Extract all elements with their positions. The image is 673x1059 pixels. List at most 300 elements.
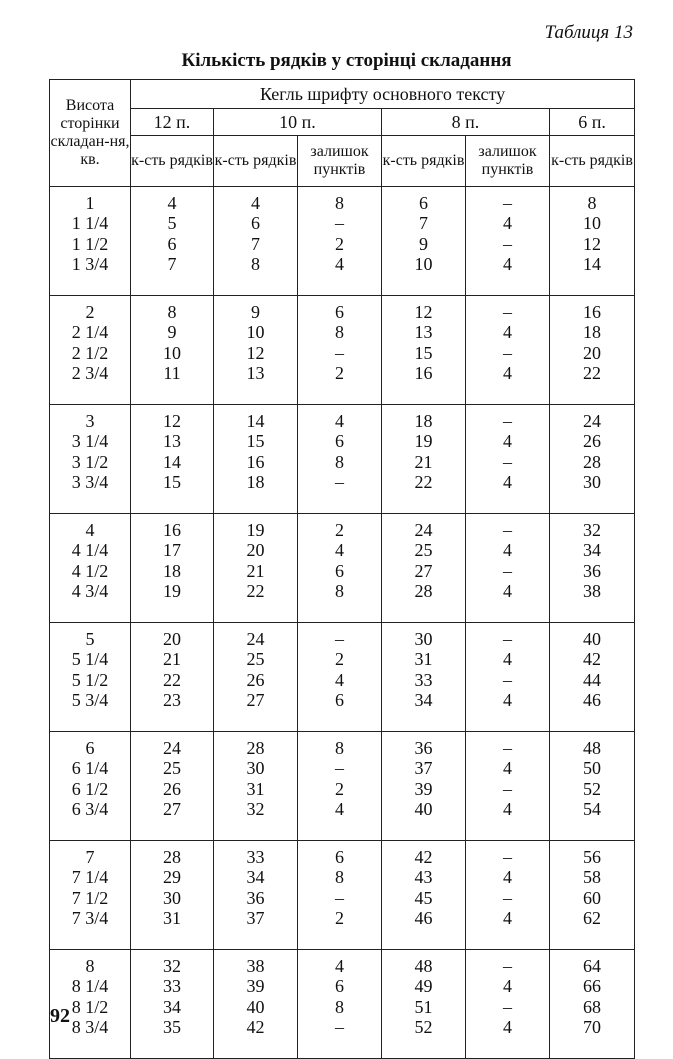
table-row-group: [50, 950, 635, 1059]
cell-value: 30: [246, 758, 265, 779]
remainder-10-cell: [298, 514, 382, 623]
table-title: Кількість рядків у сторінці складання: [181, 50, 512, 71]
cell-value: 5: [167, 213, 177, 234]
cell-value: 27: [414, 560, 433, 581]
table-row-group: [50, 405, 635, 514]
cell-value: 18: [414, 411, 433, 431]
cell-value: 56: [583, 847, 602, 867]
cell-value: 28: [163, 847, 181, 867]
cell-value: 4: [503, 322, 512, 343]
cell-value: 60: [583, 887, 602, 908]
cell-value: –: [503, 233, 512, 254]
cell-value: 5 1/4: [71, 649, 109, 670]
cell-value: 13: [414, 322, 433, 343]
cell-value: 46: [414, 908, 433, 929]
cell-value: 52: [583, 778, 602, 799]
remainder-10-cell: [298, 405, 382, 514]
cell-value: 6: [335, 847, 344, 867]
cell-value: 66: [583, 976, 602, 997]
cell-value: 18: [583, 322, 602, 343]
cell-value: 32: [583, 520, 602, 540]
cell-value: 32: [163, 956, 181, 976]
cell-value: 3 3/4: [71, 472, 109, 493]
cell-value: –: [503, 411, 512, 431]
table-row: [50, 514, 635, 623]
cell-value: 13: [246, 363, 265, 384]
lines-6-cell: [550, 187, 635, 296]
cell-value: –: [503, 342, 512, 363]
cell-value: 25: [246, 649, 265, 670]
lines-6-cell: [550, 514, 635, 623]
cell-value: 4: [251, 193, 260, 213]
cell-value: 3 1/2: [71, 451, 109, 472]
cell-value: 27: [246, 690, 265, 711]
cell-value: 44: [583, 669, 602, 690]
cell-value: –: [503, 738, 512, 758]
cell-value: 7 1/2: [71, 887, 109, 908]
cell-value: 42: [583, 649, 602, 670]
cell-value: 4: [335, 540, 344, 561]
lines-6-cell: [550, 623, 635, 732]
cell-value: 25: [414, 540, 433, 561]
height-cell: [50, 187, 131, 296]
cell-value: 7: [251, 233, 260, 254]
cell-value: 31: [246, 778, 265, 799]
height-cell: [50, 405, 131, 514]
cell-value: 7: [419, 213, 428, 234]
cell-value: 31: [163, 908, 181, 929]
cell-value: 6: [335, 976, 344, 997]
cell-value: 14: [246, 411, 265, 431]
cell-value: 34: [163, 996, 181, 1017]
cell-value: 17: [163, 540, 181, 561]
cell-value: 8: [335, 996, 344, 1017]
header-lines-8: к-сть рядків: [382, 136, 466, 187]
cell-value: –: [335, 629, 344, 649]
lines-12-cell: [131, 732, 214, 841]
cell-value: 2 3/4: [71, 363, 109, 384]
remainder-8-cell: [466, 187, 550, 296]
cell-value: 37: [414, 758, 433, 779]
cell-value: 4: [503, 690, 512, 711]
cell-value: 52: [414, 1017, 433, 1038]
cell-value: 8: [335, 451, 344, 472]
cell-value: 48: [583, 738, 602, 758]
table-row: [50, 732, 635, 841]
lines-6-cell: [550, 841, 635, 950]
cell-value: 6 1/2: [71, 778, 109, 799]
cell-value: 1 1/2: [71, 233, 109, 254]
remainder-10-cell: [298, 732, 382, 841]
cell-value: –: [335, 887, 344, 908]
cell-value: 22: [246, 581, 265, 602]
lines-8-cell: [382, 950, 466, 1059]
cell-value: 2: [335, 363, 344, 384]
cell-value: 28: [246, 738, 265, 758]
cell-value: 16: [246, 451, 265, 472]
cell-value: 2: [335, 908, 344, 929]
cell-value: 8: [85, 956, 95, 976]
height-cell: [50, 950, 131, 1059]
cell-value: 2: [335, 233, 344, 254]
lines-10-cell: [214, 841, 298, 950]
lines-8-cell: [382, 405, 466, 514]
cell-value: 22: [583, 363, 602, 384]
cell-value: 4: [503, 1017, 512, 1038]
cell-value: 68: [583, 996, 602, 1017]
cell-value: 4: [503, 799, 512, 820]
cell-value: 4: [503, 976, 512, 997]
lines-6-cell: [550, 405, 635, 514]
cell-value: 4: [335, 254, 344, 275]
cell-value: 24: [583, 411, 602, 431]
cell-value: –: [503, 451, 512, 472]
remainder-10-cell: [298, 623, 382, 732]
cell-value: 9: [167, 322, 177, 343]
cell-value: 2 1/2: [71, 342, 109, 363]
remainder-8-cell: [466, 732, 550, 841]
cell-value: 38: [583, 581, 602, 602]
cell-value: 18: [163, 560, 181, 581]
cell-value: 4: [503, 758, 512, 779]
cell-value: 42: [414, 847, 433, 867]
cell-value: 6: [251, 213, 260, 234]
cell-value: 33: [163, 976, 181, 997]
cell-value: 24: [163, 738, 181, 758]
cell-value: –: [335, 758, 344, 779]
cell-value: 4: [335, 956, 344, 976]
cell-value: –: [503, 520, 512, 540]
cell-value: 22: [414, 472, 433, 493]
cell-value: 35: [163, 1017, 181, 1038]
cell-value: 30: [583, 472, 602, 493]
cell-value: 13: [163, 431, 181, 452]
cell-value: 19: [163, 581, 181, 602]
cell-value: 8 1/2: [71, 996, 109, 1017]
header-size-12: 12 п.: [131, 109, 214, 136]
cell-value: 4: [85, 520, 95, 540]
cell-value: 39: [414, 778, 433, 799]
cell-value: 2: [335, 778, 344, 799]
height-cell: [50, 841, 131, 950]
cell-value: 26: [163, 778, 181, 799]
cell-value: 36: [414, 738, 433, 758]
remainder-8-cell: [466, 623, 550, 732]
lines-12-cell: [131, 405, 214, 514]
header-remainder-10: залишок пунктів: [298, 136, 382, 187]
cell-value: 6: [167, 233, 177, 254]
cell-value: 6 3/4: [71, 799, 109, 820]
table-row: [50, 950, 635, 1059]
cell-value: 16: [583, 302, 602, 322]
header-page-height: Висота сторінки складан-ня, кв.: [50, 80, 131, 187]
table-header: [50, 80, 635, 187]
cell-value: 10: [246, 322, 265, 343]
cell-value: 12: [583, 233, 602, 254]
cell-value: 2: [335, 520, 344, 540]
cell-value: 33: [246, 847, 265, 867]
cell-value: 8 3/4: [71, 1017, 109, 1038]
cell-value: 6: [335, 431, 344, 452]
cell-value: 34: [414, 690, 433, 711]
table-row: [50, 187, 635, 296]
cell-value: –: [335, 472, 344, 493]
cell-value: 33: [414, 669, 433, 690]
table-row-group: [50, 514, 635, 623]
cell-value: 8: [335, 193, 344, 213]
cell-value: 16: [163, 520, 181, 540]
cell-value: –: [503, 887, 512, 908]
height-cell: [50, 623, 131, 732]
cell-value: –: [503, 560, 512, 581]
height-cell: [50, 296, 131, 405]
cell-value: 32: [246, 799, 265, 820]
cell-value: 25: [163, 758, 181, 779]
lines-12-cell: [131, 514, 214, 623]
cell-value: –: [503, 996, 512, 1017]
lines-per-page-table: [49, 79, 635, 1059]
cell-value: 26: [246, 669, 265, 690]
header-font-size-group: Кегль шрифту основного тексту: [131, 80, 635, 109]
cell-value: 8: [167, 302, 177, 322]
cell-value: 12: [163, 411, 181, 431]
cell-value: 5 3/4: [71, 690, 109, 711]
cell-value: 6 1/4: [71, 758, 109, 779]
cell-value: 12: [414, 302, 433, 322]
cell-value: –: [503, 956, 512, 976]
cell-value: 8: [587, 193, 597, 213]
cell-value: –: [503, 629, 512, 649]
cell-value: 4: [503, 431, 512, 452]
remainder-8-cell: [466, 296, 550, 405]
cell-value: –: [503, 669, 512, 690]
cell-value: 12: [246, 342, 265, 363]
cell-value: 1: [85, 193, 95, 213]
table-row-group: [50, 187, 635, 296]
header-lines-6: к-сть рядків: [550, 136, 635, 187]
remainder-8-cell: [466, 405, 550, 514]
table-row: [50, 296, 635, 405]
lines-10-cell: [214, 514, 298, 623]
lines-12-cell: [131, 187, 214, 296]
cell-value: 40: [414, 799, 433, 820]
cell-value: 8: [335, 581, 344, 602]
cell-value: –: [503, 778, 512, 799]
cell-value: –: [503, 193, 512, 213]
cell-value: 4 3/4: [71, 581, 109, 602]
lines-6-cell: [550, 296, 635, 405]
header-size-6: 6 п.: [550, 109, 635, 136]
page-number: 92: [50, 1005, 70, 1027]
cell-value: 3: [85, 411, 95, 431]
remainder-8-cell: [466, 841, 550, 950]
remainder-8-cell: [466, 514, 550, 623]
cell-value: 2: [335, 649, 344, 670]
header-size-8: 8 п.: [382, 109, 550, 136]
cell-value: 21: [414, 451, 433, 472]
table-row-group: [50, 841, 635, 950]
remainder-10-cell: [298, 187, 382, 296]
cell-value: 2 1/4: [71, 322, 109, 343]
cell-value: 21: [163, 649, 181, 670]
cell-value: 36: [246, 887, 265, 908]
lines-10-cell: [214, 187, 298, 296]
cell-value: 4: [503, 213, 512, 234]
cell-value: 11: [163, 363, 181, 384]
cell-value: 6: [335, 560, 344, 581]
cell-value: 4 1/2: [71, 560, 109, 581]
cell-value: 1 3/4: [71, 254, 109, 275]
cell-value: 39: [246, 976, 265, 997]
cell-value: 20: [246, 540, 265, 561]
cell-value: –: [503, 302, 512, 322]
cell-value: 19: [246, 520, 265, 540]
lines-8-cell: [382, 296, 466, 405]
cell-value: 36: [583, 560, 602, 581]
lines-8-cell: [382, 623, 466, 732]
header-lines-10: к-сть рядків: [214, 136, 298, 187]
cell-value: 4 1/4: [71, 540, 109, 561]
cell-value: 4: [503, 254, 512, 275]
cell-value: 21: [246, 560, 265, 581]
cell-value: 24: [414, 520, 433, 540]
height-cell: [50, 514, 131, 623]
cell-value: –: [335, 213, 344, 234]
cell-value: 4: [335, 669, 344, 690]
lines-12-cell: [131, 296, 214, 405]
cell-value: 27: [163, 799, 181, 820]
cell-value: 4: [335, 799, 344, 820]
cell-value: 8: [335, 738, 344, 758]
cell-value: 15: [414, 342, 433, 363]
cell-value: 4: [503, 908, 512, 929]
cell-value: 5 1/2: [71, 669, 109, 690]
table-row-group: [50, 623, 635, 732]
remainder-8-cell: [466, 950, 550, 1059]
cell-value: 31: [414, 649, 433, 670]
cell-value: 40: [246, 996, 265, 1017]
cell-value: 14: [163, 451, 181, 472]
cell-value: 23: [163, 690, 181, 711]
cell-value: 58: [583, 867, 602, 888]
lines-12-cell: [131, 623, 214, 732]
cell-value: 4: [167, 193, 177, 213]
cell-value: 7: [167, 254, 177, 275]
cell-value: 8 1/4: [71, 976, 109, 997]
lines-6-cell: [550, 732, 635, 841]
cell-value: 43: [414, 867, 433, 888]
cell-value: 37: [246, 908, 265, 929]
cell-value: –: [503, 847, 512, 867]
cell-value: 29: [163, 867, 181, 888]
cell-value: 49: [414, 976, 433, 997]
lines-12-cell: [131, 950, 214, 1059]
lines-10-cell: [214, 950, 298, 1059]
cell-value: 15: [246, 431, 265, 452]
cell-value: 38: [246, 956, 265, 976]
header-size-10: 10 п.: [214, 109, 382, 136]
table-label: Таблиця 13: [544, 22, 633, 43]
cell-value: 46: [583, 690, 602, 711]
cell-value: 70: [583, 1017, 602, 1038]
cell-value: 4: [503, 649, 512, 670]
cell-value: 40: [583, 629, 602, 649]
cell-value: 3 1/4: [71, 431, 109, 452]
cell-value: 16: [414, 363, 433, 384]
lines-10-cell: [214, 296, 298, 405]
header-remainder-8: залишок пунктів: [466, 136, 550, 187]
lines-8-cell: [382, 187, 466, 296]
cell-value: 6: [85, 738, 95, 758]
cell-value: 7 1/4: [71, 867, 109, 888]
table-row-group: [50, 732, 635, 841]
cell-value: 28: [414, 581, 433, 602]
cell-value: 10: [414, 254, 433, 275]
cell-value: 51: [414, 996, 433, 1017]
cell-value: 5: [85, 629, 95, 649]
lines-8-cell: [382, 514, 466, 623]
cell-value: 15: [163, 472, 181, 493]
cell-value: 10: [163, 342, 181, 363]
cell-value: 18: [246, 472, 265, 493]
cell-value: 10: [583, 213, 602, 234]
cell-value: 48: [414, 956, 433, 976]
cell-value: 4: [503, 363, 512, 384]
table-row: [50, 623, 635, 732]
cell-value: 4: [503, 581, 512, 602]
lines-6-cell: [550, 950, 635, 1059]
cell-value: 7: [85, 847, 95, 867]
lines-10-cell: [214, 732, 298, 841]
cell-value: 22: [163, 669, 181, 690]
cell-value: 62: [583, 908, 602, 929]
cell-value: 20: [163, 629, 181, 649]
cell-value: 2: [85, 302, 95, 322]
cell-value: –: [335, 1017, 344, 1038]
remainder-10-cell: [298, 296, 382, 405]
cell-value: 7 3/4: [71, 908, 109, 929]
cell-value: 8: [335, 867, 344, 888]
cell-value: 8: [335, 322, 344, 343]
cell-value: 4: [503, 472, 512, 493]
cell-value: 64: [583, 956, 602, 976]
cell-value: 50: [583, 758, 602, 779]
cell-value: 6: [419, 193, 428, 213]
cell-value: 30: [163, 887, 181, 908]
lines-8-cell: [382, 841, 466, 950]
table-row: [50, 841, 635, 950]
cell-value: 20: [583, 342, 602, 363]
cell-value: 1 1/4: [71, 213, 109, 234]
lines-8-cell: [382, 732, 466, 841]
cell-value: –: [335, 342, 344, 363]
cell-value: 9: [251, 302, 260, 322]
cell-value: 26: [583, 431, 602, 452]
cell-value: 54: [583, 799, 602, 820]
cell-value: 4: [503, 867, 512, 888]
cell-value: 19: [414, 431, 433, 452]
cell-value: 9: [419, 233, 428, 254]
cell-value: 34: [246, 867, 265, 888]
table-row: [50, 405, 635, 514]
lines-10-cell: [214, 405, 298, 514]
remainder-10-cell: [298, 841, 382, 950]
table-row-group: [50, 296, 635, 405]
cell-value: 4: [503, 540, 512, 561]
cell-value: 4: [335, 411, 344, 431]
height-cell: [50, 732, 131, 841]
cell-value: 30: [414, 629, 433, 649]
